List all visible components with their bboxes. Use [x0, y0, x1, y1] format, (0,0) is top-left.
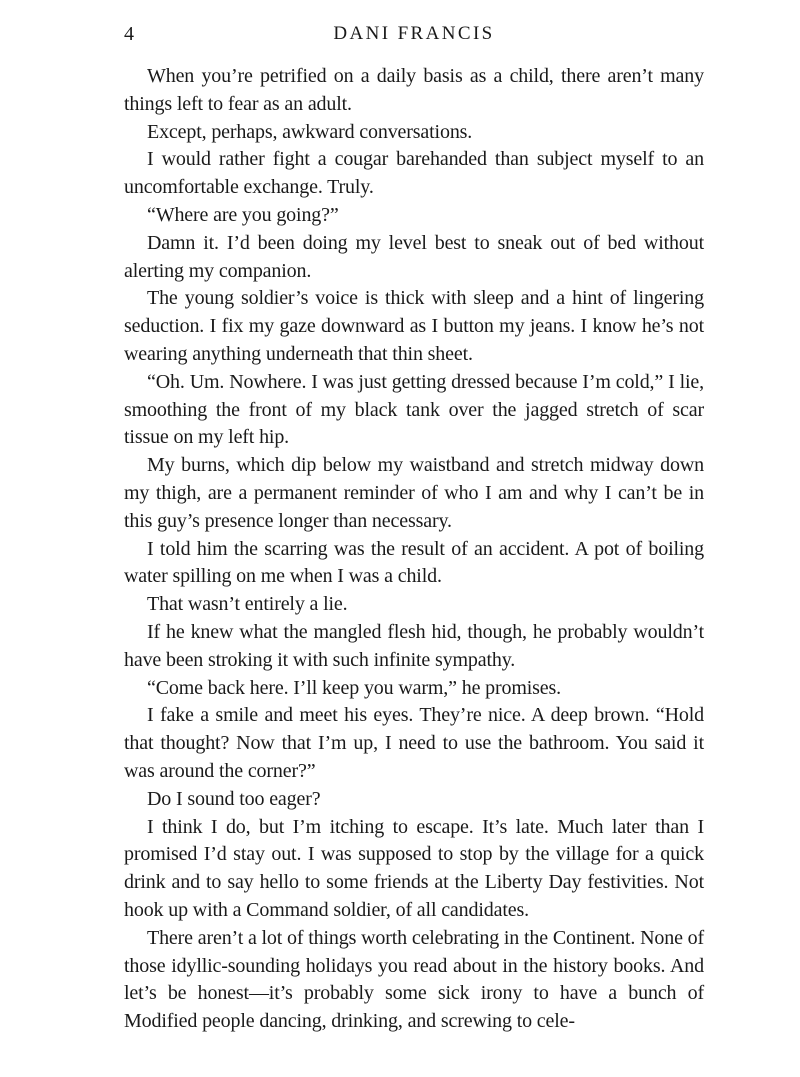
- paragraph: There aren’t a lot of things worth celebrating in the Continent. None of those idyllic-sounding holidays you read about in the history books. And let’s be honest—it’s probably some sick irony to have a bunch of Modified people dancing, drinking, and screwing to cele-: [124, 926, 705, 1033]
- paragraph: Damn it. I’d been doing my level best to sneak out of bed without alerting my companion.: [124, 231, 704, 282]
- paragraph: When you’re petrified on a daily basis as a child, there aren’t many things left to fear as an adult.: [124, 65, 704, 115]
- paragraph: If he knew what the mangled flesh hid, though, he probably wouldn’t have been stroking it with such infinite sympathy.: [124, 620, 704, 671]
- running-head: [124, 22, 704, 46]
- paragraph: “Oh. Um. Nowhere. I was just getting dressed because I’m cold,” I lie, smoothing the front of my black tank over the jagged stretch of scar tissue on my left hip.: [124, 370, 704, 449]
- paragraph: That wasn’t entirely a lie.: [147, 593, 348, 616]
- paragraph: The young soldier’s voice is thick with sleep and a hint of lingering seduction. I fix my gaze downward as I button my jeans. I know he’s not wearing anything underneath that thin sheet.: [124, 287, 704, 365]
- paragraph: My burns, which dip below my waistband and stretch midway down my thigh, are a permanent reminder of who I am and why I can’t be in this guy’s presence longer than necessary.: [124, 454, 704, 532]
- paragraph: I think I do, but I’m itching to escape. It’s late. Much later than I promised I’d stay out. I was supposed to stop by the village for a quick drink and to say hello to some friends at the Liberty Day festivities. Not hook up with a Command soldier, of all candidates.: [124, 815, 704, 921]
- paragraph: “Where are you going?”: [147, 203, 339, 226]
- paragraph: Do I sound too eager?: [147, 787, 321, 810]
- body-text: [124, 63, 704, 1036]
- paragraph: “Come back here. I’ll keep you warm,” he promises.: [147, 676, 562, 699]
- page-number: 4: [124, 23, 134, 45]
- running-head-author: DANI FRANCIS: [333, 23, 495, 44]
- paragraph: I would rather fight a cougar barehanded than subject myself to an uncomfortable exchange. Truly.: [124, 148, 704, 199]
- paragraph: Except, perhaps, awkward conversations.: [147, 120, 473, 143]
- paragraph: I told him the scarring was the result of an accident. A pot of boiling water spilling on me when I was a child.: [124, 537, 704, 588]
- paragraph: I fake a smile and meet his eyes. They’re nice. A deep brown. “Hold that thought? Now that I’m up, I need to use the bathroom. You said it was around the corner?”: [124, 704, 704, 782]
